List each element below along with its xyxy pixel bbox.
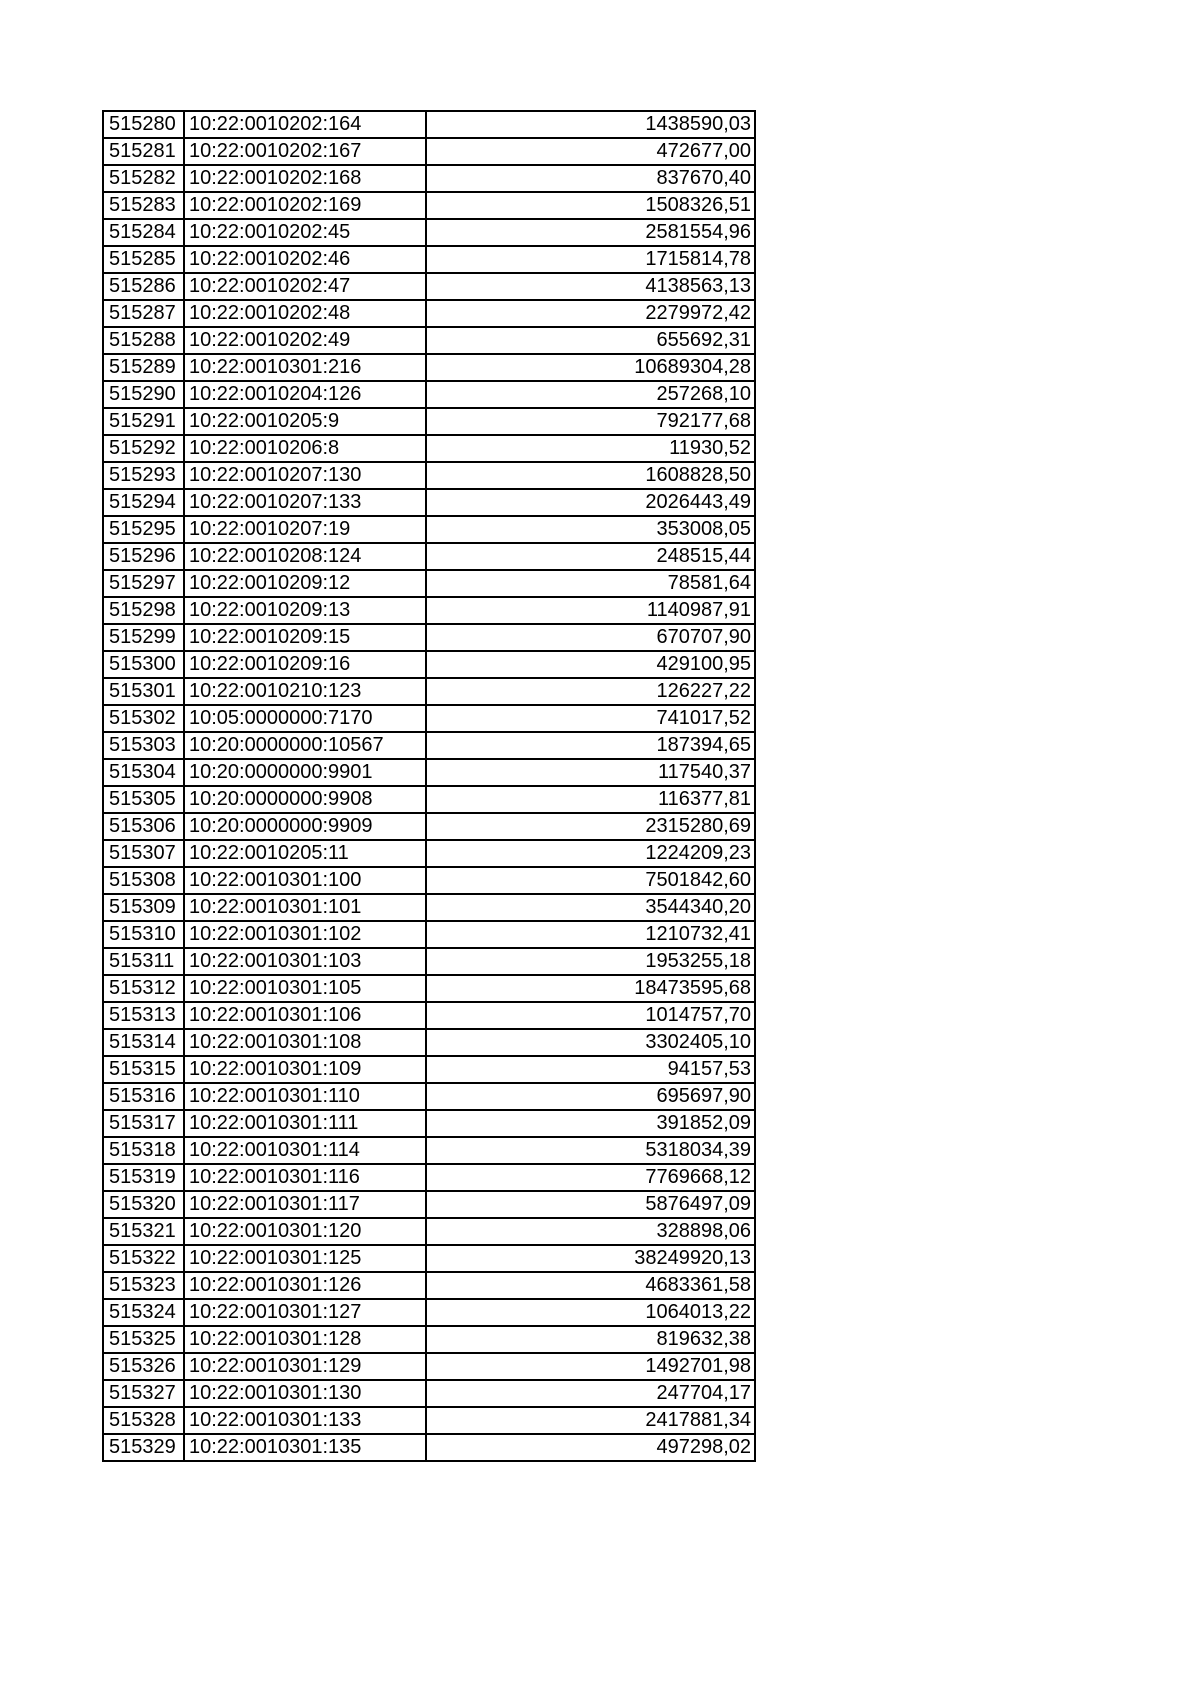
table-row (103, 1002, 755, 1029)
row-id-cell: 515316 (103, 1083, 184, 1110)
table-row (103, 705, 755, 732)
table-row (103, 354, 755, 381)
cadastral-number-cell: 10:22:0010209:13 (184, 597, 426, 624)
value-cell: 1140987,91 (426, 597, 755, 624)
value-cell: 1608828,50 (426, 462, 755, 489)
value-cell: 792177,68 (426, 408, 755, 435)
value-cell: 10689304,28 (426, 354, 755, 381)
cadastral-number-cell: 10:22:0010204:126 (184, 381, 426, 408)
row-id-cell: 515286 (103, 273, 184, 300)
value-cell: 472677,00 (426, 138, 755, 165)
value-cell: 497298,02 (426, 1434, 755, 1461)
table-row (103, 462, 755, 489)
row-id-cell: 515285 (103, 246, 184, 273)
cadastral-number-cell: 10:22:0010202:167 (184, 138, 426, 165)
row-id-cell: 515287 (103, 300, 184, 327)
cadastral-number-cell: 10:20:0000000:9908 (184, 786, 426, 813)
cadastral-number-cell: 10:22:0010301:116 (184, 1164, 426, 1191)
row-id-cell: 515306 (103, 813, 184, 840)
row-id-cell: 515319 (103, 1164, 184, 1191)
value-cell: 2581554,96 (426, 219, 755, 246)
row-id-cell: 515318 (103, 1137, 184, 1164)
row-id-cell: 515303 (103, 732, 184, 759)
cadastral-number-cell: 10:22:0010301:105 (184, 975, 426, 1002)
table-row (103, 273, 755, 300)
row-id-cell: 515320 (103, 1191, 184, 1218)
table-row (103, 867, 755, 894)
cadastral-number-cell: 10:22:0010301:133 (184, 1407, 426, 1434)
table-row (103, 1137, 755, 1164)
value-cell: 116377,81 (426, 786, 755, 813)
cadastral-number-cell: 10:22:0010301:129 (184, 1353, 426, 1380)
value-cell: 1953255,18 (426, 948, 755, 975)
value-cell: 7769668,12 (426, 1164, 755, 1191)
value-cell: 655692,31 (426, 327, 755, 354)
value-cell: 741017,52 (426, 705, 755, 732)
cadastral-number-cell: 10:22:0010202:164 (184, 111, 426, 138)
value-cell: 187394,65 (426, 732, 755, 759)
row-id-cell: 515314 (103, 1029, 184, 1056)
row-id-cell: 515304 (103, 759, 184, 786)
cadastral-number-cell: 10:22:0010301:103 (184, 948, 426, 975)
cadastral-number-cell: 10:22:0010207:19 (184, 516, 426, 543)
value-cell: 94157,53 (426, 1056, 755, 1083)
table-row (103, 840, 755, 867)
row-id-cell: 515313 (103, 1002, 184, 1029)
row-id-cell: 515291 (103, 408, 184, 435)
value-cell: 819632,38 (426, 1326, 755, 1353)
table-row (103, 1056, 755, 1083)
table-row (103, 1164, 755, 1191)
value-cell: 247704,17 (426, 1380, 755, 1407)
row-id-cell: 515322 (103, 1245, 184, 1272)
row-id-cell: 515308 (103, 867, 184, 894)
row-id-cell: 515294 (103, 489, 184, 516)
value-cell: 7501842,60 (426, 867, 755, 894)
cadastral-number-cell: 10:22:0010202:168 (184, 165, 426, 192)
cadastral-number-cell: 10:22:0010301:127 (184, 1299, 426, 1326)
table-row (103, 219, 755, 246)
table-row (103, 300, 755, 327)
value-cell: 3544340,20 (426, 894, 755, 921)
value-cell: 18473595,68 (426, 975, 755, 1002)
value-cell: 670707,90 (426, 624, 755, 651)
cadastral-number-cell: 10:20:0000000:9909 (184, 813, 426, 840)
table-row (103, 1272, 755, 1299)
table-row (103, 1191, 755, 1218)
value-cell: 429100,95 (426, 651, 755, 678)
row-id-cell: 515317 (103, 1110, 184, 1137)
row-id-cell: 515324 (103, 1299, 184, 1326)
row-id-cell: 515325 (103, 1326, 184, 1353)
cadastral-number-cell: 10:22:0010208:124 (184, 543, 426, 570)
table-row (103, 1353, 755, 1380)
row-id-cell: 515295 (103, 516, 184, 543)
cadastral-number-cell: 10:22:0010301:126 (184, 1272, 426, 1299)
value-cell: 38249920,13 (426, 1245, 755, 1272)
table-row (103, 1380, 755, 1407)
cadastral-number-cell: 10:22:0010202:48 (184, 300, 426, 327)
cadastral-number-cell: 10:22:0010209:15 (184, 624, 426, 651)
table-row (103, 570, 755, 597)
cadastral-number-cell: 10:22:0010301:110 (184, 1083, 426, 1110)
table-row (103, 1083, 755, 1110)
table-row (103, 381, 755, 408)
row-id-cell: 515293 (103, 462, 184, 489)
cadastral-number-cell: 10:22:0010301:111 (184, 1110, 426, 1137)
table-row (103, 786, 755, 813)
cadastral-number-cell: 10:22:0010301:125 (184, 1245, 426, 1272)
row-id-cell: 515282 (103, 165, 184, 192)
cadastral-number-cell: 10:22:0010202:169 (184, 192, 426, 219)
row-id-cell: 515309 (103, 894, 184, 921)
value-cell: 1014757,70 (426, 1002, 755, 1029)
table-row (103, 111, 755, 138)
row-id-cell: 515329 (103, 1434, 184, 1461)
cadastral-number-cell: 10:22:0010301:128 (184, 1326, 426, 1353)
table-row (103, 1110, 755, 1137)
row-id-cell: 515321 (103, 1218, 184, 1245)
cadastral-number-cell: 10:20:0000000:9901 (184, 759, 426, 786)
row-id-cell: 515283 (103, 192, 184, 219)
value-cell: 257268,10 (426, 381, 755, 408)
cadastral-number-cell: 10:22:0010301:108 (184, 1029, 426, 1056)
cadastral-number-cell: 10:22:0010206:8 (184, 435, 426, 462)
row-id-cell: 515280 (103, 111, 184, 138)
row-id-cell: 515307 (103, 840, 184, 867)
row-id-cell: 515305 (103, 786, 184, 813)
cadastral-number-cell: 10:05:0000000:7170 (184, 705, 426, 732)
table-row (103, 1299, 755, 1326)
table-row (103, 1245, 755, 1272)
cadastral-number-cell: 10:22:0010210:123 (184, 678, 426, 705)
table-row (103, 1218, 755, 1245)
value-cell: 11930,52 (426, 435, 755, 462)
value-cell: 4138563,13 (426, 273, 755, 300)
row-id-cell: 515326 (103, 1353, 184, 1380)
table-row (103, 813, 755, 840)
row-id-cell: 515315 (103, 1056, 184, 1083)
table-row (103, 516, 755, 543)
table-row (103, 651, 755, 678)
cadastral-number-cell: 10:22:0010301:135 (184, 1434, 426, 1461)
cadastral-number-cell: 10:22:0010202:47 (184, 273, 426, 300)
value-cell: 1438590,03 (426, 111, 755, 138)
row-id-cell: 515284 (103, 219, 184, 246)
row-id-cell: 515296 (103, 543, 184, 570)
cadastral-number-cell: 10:22:0010301:130 (184, 1380, 426, 1407)
row-id-cell: 515297 (103, 570, 184, 597)
value-cell: 837670,40 (426, 165, 755, 192)
row-id-cell: 515281 (103, 138, 184, 165)
table-row (103, 732, 755, 759)
table-row (103, 408, 755, 435)
value-cell: 695697,90 (426, 1083, 755, 1110)
cadastral-number-cell: 10:22:0010301:109 (184, 1056, 426, 1083)
value-cell: 3302405,10 (426, 1029, 755, 1056)
row-id-cell: 515288 (103, 327, 184, 354)
row-id-cell: 515312 (103, 975, 184, 1002)
value-cell: 1715814,78 (426, 246, 755, 273)
table-row (103, 246, 755, 273)
value-cell: 328898,06 (426, 1218, 755, 1245)
value-cell: 2279972,42 (426, 300, 755, 327)
cadastral-number-cell: 10:22:0010301:102 (184, 921, 426, 948)
cadastral-number-cell: 10:22:0010301:101 (184, 894, 426, 921)
row-id-cell: 515302 (103, 705, 184, 732)
value-cell: 1064013,22 (426, 1299, 755, 1326)
table-row (103, 678, 755, 705)
cadastral-number-cell: 10:22:0010205:9 (184, 408, 426, 435)
table-row (103, 624, 755, 651)
value-cell: 5318034,39 (426, 1137, 755, 1164)
cadastral-value-table (102, 110, 756, 1462)
value-cell: 78581,64 (426, 570, 755, 597)
table-row (103, 1029, 755, 1056)
cadastral-number-cell: 10:22:0010202:45 (184, 219, 426, 246)
table-row (103, 543, 755, 570)
table-row (103, 894, 755, 921)
table-row (103, 327, 755, 354)
table-row (103, 192, 755, 219)
table-row (103, 759, 755, 786)
table-row (103, 1326, 755, 1353)
table-body (103, 111, 755, 1461)
table-row (103, 138, 755, 165)
table-row (103, 948, 755, 975)
cadastral-number-cell: 10:22:0010202:46 (184, 246, 426, 273)
row-id-cell: 515299 (103, 624, 184, 651)
value-cell: 391852,09 (426, 1110, 755, 1137)
value-cell: 1492701,98 (426, 1353, 755, 1380)
row-id-cell: 515323 (103, 1272, 184, 1299)
cadastral-number-cell: 10:22:0010207:130 (184, 462, 426, 489)
cadastral-number-cell: 10:22:0010301:120 (184, 1218, 426, 1245)
value-cell: 4683361,58 (426, 1272, 755, 1299)
table-row (103, 435, 755, 462)
cadastral-number-cell: 10:22:0010301:117 (184, 1191, 426, 1218)
cadastral-number-cell: 10:22:0010205:11 (184, 840, 426, 867)
value-cell: 1210732,41 (426, 921, 755, 948)
cadastral-number-cell: 10:20:0000000:10567 (184, 732, 426, 759)
value-cell: 2417881,34 (426, 1407, 755, 1434)
table-row (103, 165, 755, 192)
value-cell: 5876497,09 (426, 1191, 755, 1218)
table-row (103, 597, 755, 624)
table-row (103, 1434, 755, 1461)
table-row (103, 1407, 755, 1434)
value-cell: 1224209,23 (426, 840, 755, 867)
cadastral-number-cell: 10:22:0010209:16 (184, 651, 426, 678)
row-id-cell: 515289 (103, 354, 184, 381)
cadastral-number-cell: 10:22:0010301:114 (184, 1137, 426, 1164)
table-row (103, 975, 755, 1002)
row-id-cell: 515328 (103, 1407, 184, 1434)
cadastral-number-cell: 10:22:0010209:12 (184, 570, 426, 597)
cadastral-number-cell: 10:22:0010202:49 (184, 327, 426, 354)
cadastral-number-cell: 10:22:0010301:100 (184, 867, 426, 894)
row-id-cell: 515298 (103, 597, 184, 624)
table-row (103, 489, 755, 516)
row-id-cell: 515311 (103, 948, 184, 975)
cadastral-number-cell: 10:22:0010301:216 (184, 354, 426, 381)
table-row (103, 921, 755, 948)
value-cell: 117540,37 (426, 759, 755, 786)
cadastral-number-cell: 10:22:0010301:106 (184, 1002, 426, 1029)
value-cell: 353008,05 (426, 516, 755, 543)
row-id-cell: 515327 (103, 1380, 184, 1407)
row-id-cell: 515300 (103, 651, 184, 678)
value-cell: 2026443,49 (426, 489, 755, 516)
value-cell: 248515,44 (426, 543, 755, 570)
row-id-cell: 515290 (103, 381, 184, 408)
value-cell: 1508326,51 (426, 192, 755, 219)
cadastral-number-cell: 10:22:0010207:133 (184, 489, 426, 516)
row-id-cell: 515292 (103, 435, 184, 462)
row-id-cell: 515310 (103, 921, 184, 948)
row-id-cell: 515301 (103, 678, 184, 705)
value-cell: 126227,22 (426, 678, 755, 705)
value-cell: 2315280,69 (426, 813, 755, 840)
